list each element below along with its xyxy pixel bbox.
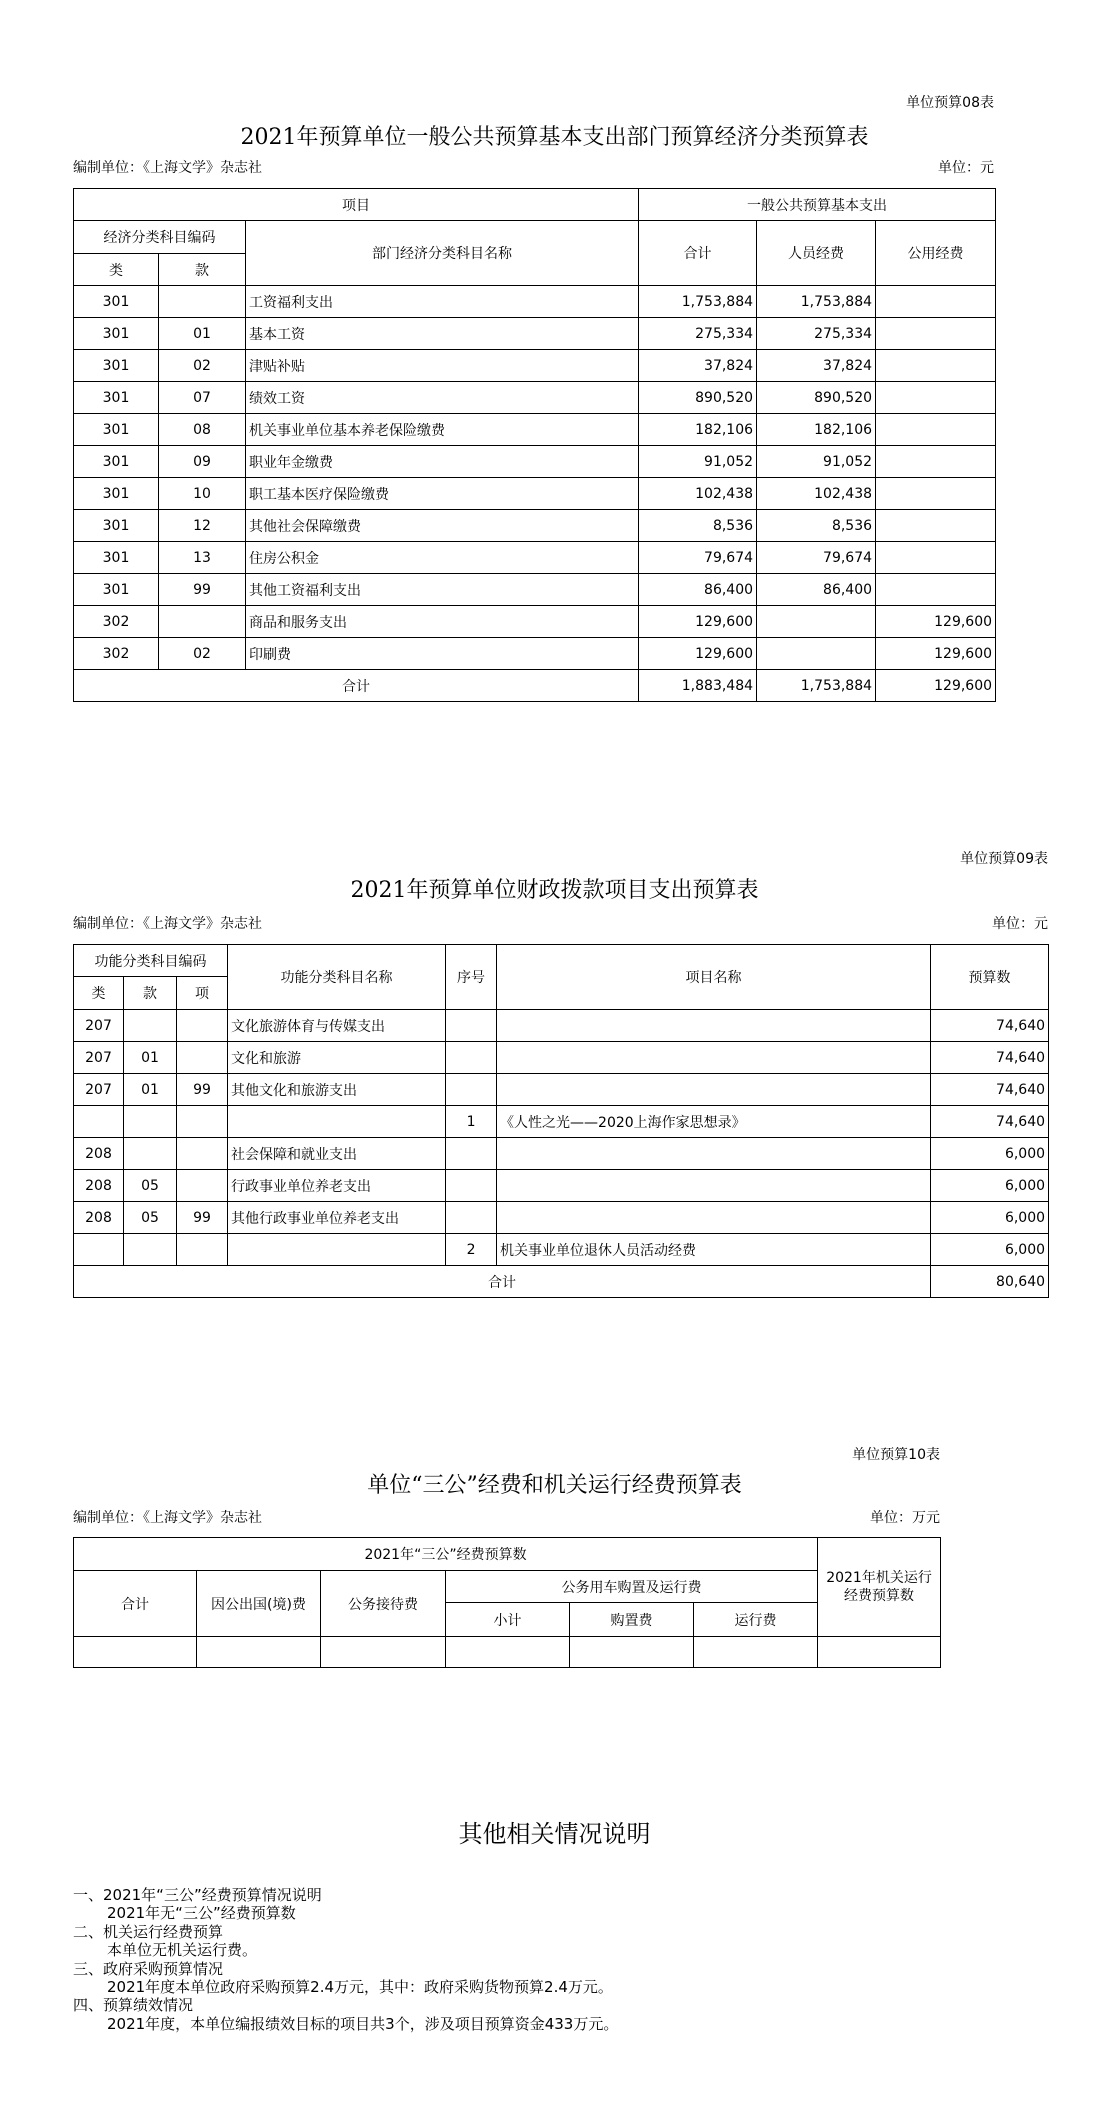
cell: [497, 1170, 931, 1202]
cell: 合计: [74, 1266, 931, 1298]
cell: [876, 478, 996, 510]
cell: 208: [74, 1138, 124, 1170]
cell: [74, 1637, 197, 1668]
cell: [124, 1138, 177, 1170]
cell: 86,400: [757, 574, 876, 606]
cell: [177, 1042, 228, 1074]
cell: 01: [124, 1074, 177, 1106]
table2: [73, 944, 1049, 1298]
cell: [159, 286, 246, 318]
cell: 301: [74, 510, 159, 542]
cell: 79,674: [639, 542, 757, 574]
cell: [446, 1074, 497, 1106]
table-row: [74, 606, 996, 638]
note-line: 2021年度，本单位编报绩效目标的项目共3个，涉及项目预算资金433万元。: [107, 2014, 619, 2033]
cell: [177, 1170, 228, 1202]
note-line: 二、机关运行经费预算: [73, 1922, 224, 1941]
cell: 129,600: [876, 606, 996, 638]
cell: 99: [177, 1202, 228, 1234]
cell: 01: [124, 1042, 177, 1074]
cell: 890,520: [757, 382, 876, 414]
cell: 02: [159, 638, 246, 670]
table-row: [74, 1266, 1049, 1298]
cell: [197, 1637, 321, 1668]
cell: 275,334: [639, 318, 757, 350]
table3: [73, 1537, 941, 1668]
cell: 05: [124, 1202, 177, 1234]
header-seq: 序号: [446, 945, 497, 1010]
table3-code: 单位预算10表: [852, 1447, 940, 1463]
table-row: [74, 510, 996, 542]
cell: [876, 350, 996, 382]
cell: 13: [159, 542, 246, 574]
table-row: [74, 1637, 941, 1668]
cell: 1,753,884: [639, 286, 757, 318]
cell: 基本工资: [246, 318, 639, 350]
header-name: 部门经济分类科目名称: [246, 221, 639, 286]
cell: 1,883,484: [639, 670, 757, 702]
note-line: 2021年无“三公”经费预算数: [107, 1904, 296, 1923]
cell: 8,536: [757, 510, 876, 542]
cell: 129,600: [639, 638, 757, 670]
cell: [124, 1234, 177, 1266]
table-row: [74, 414, 996, 446]
cell: 6,000: [931, 1138, 1049, 1170]
header-lei: 类: [74, 977, 124, 1010]
cell: [446, 1202, 497, 1234]
cell: [446, 1138, 497, 1170]
cell: 74,640: [931, 1074, 1049, 1106]
cell: [757, 606, 876, 638]
table-row: [74, 1042, 1049, 1074]
cell: 301: [74, 382, 159, 414]
cell: [177, 1234, 228, 1266]
table3-title: 单位“三公”经费和机关运行经费预算表: [367, 1473, 742, 1498]
table-row: [74, 1202, 1049, 1234]
header-name: 功能分类科目名称: [228, 945, 446, 1010]
cell: 79,674: [757, 542, 876, 574]
cell: 其他工资福利支出: [246, 574, 639, 606]
table-row: [74, 1074, 1049, 1106]
cell: 182,106: [639, 414, 757, 446]
header-amount: 预算数: [931, 945, 1049, 1010]
cell: 301: [74, 446, 159, 478]
table2-unit: 单位：元: [992, 916, 1048, 932]
notes-list: [73, 1886, 618, 2033]
cell: 文化旅游体育与传媒支出: [228, 1010, 446, 1042]
table3-org: 编制单位：《上海文学》杂志社: [73, 1510, 262, 1526]
cell: [446, 1637, 570, 1668]
cell: 01: [159, 318, 246, 350]
cell: [177, 1138, 228, 1170]
table-row: [74, 638, 996, 670]
cell: 《人性之光——2020上海作家思想录》: [497, 1106, 931, 1138]
cell: [177, 1010, 228, 1042]
cell: [876, 286, 996, 318]
cell: [74, 1234, 124, 1266]
note-line: 一、2021年“三公”经费预算情况说明: [73, 1886, 322, 1904]
cell: 208: [74, 1170, 124, 1202]
cell: [228, 1234, 446, 1266]
header-total: 合计: [74, 1571, 197, 1637]
header-project: 项目名称: [497, 945, 931, 1010]
header-subtotal: 小计: [446, 1603, 570, 1637]
cell: 301: [74, 286, 159, 318]
cell: 302: [74, 638, 159, 670]
cell: 91,052: [757, 446, 876, 478]
cell: [497, 1042, 931, 1074]
cell: 05: [124, 1170, 177, 1202]
cell: 74,640: [931, 1010, 1049, 1042]
cell: 08: [159, 414, 246, 446]
cell: 102,438: [757, 478, 876, 510]
cell: 275,334: [757, 318, 876, 350]
cell: 99: [159, 574, 246, 606]
cell: 301: [74, 414, 159, 446]
cell: [497, 1010, 931, 1042]
cell: 行政事业单位养老支出: [228, 1170, 446, 1202]
cell: 890,520: [639, 382, 757, 414]
header-reception: 公务接待费: [321, 1571, 446, 1637]
table3-unit: 单位：万元: [870, 1510, 940, 1526]
cell: [818, 1637, 941, 1668]
table-row: [74, 286, 996, 318]
table-row: [74, 478, 996, 510]
cell: 住房公积金: [246, 542, 639, 574]
cell: 绩效工资: [246, 382, 639, 414]
cell: 职工基本医疗保险缴费: [246, 478, 639, 510]
cell: [876, 318, 996, 350]
table-row: [74, 1138, 1049, 1170]
cell: 207: [74, 1042, 124, 1074]
header-purchase: 购置费: [570, 1603, 694, 1637]
table1-title: 2021年预算单位一般公共预算基本支出部门预算经济分类预算表: [240, 125, 869, 150]
cell: [124, 1010, 177, 1042]
table1: [73, 188, 996, 702]
note-line: 三、政府采购预算情况: [73, 1959, 224, 1978]
cell: [446, 1170, 497, 1202]
cell: [876, 510, 996, 542]
cell: 合计: [74, 670, 639, 702]
cell: 37,824: [757, 350, 876, 382]
table1-code: 单位预算08表: [906, 95, 994, 111]
note-line: 本单位无机关运行费。: [107, 1941, 258, 1960]
cell: [446, 1010, 497, 1042]
cell: 其他文化和旅游支出: [228, 1074, 446, 1106]
cell: 301: [74, 350, 159, 382]
cell: 129,600: [639, 606, 757, 638]
cell: [228, 1106, 446, 1138]
table1-org: 编制单位：《上海文学》杂志社: [73, 160, 262, 176]
cell: 91,052: [639, 446, 757, 478]
header-kuan: 款: [159, 254, 246, 286]
table-row: [74, 350, 996, 382]
cell: 80,640: [931, 1266, 1049, 1298]
table-row: [74, 1234, 1049, 1266]
cell: 301: [74, 574, 159, 606]
cell: 商品和服务支出: [246, 606, 639, 638]
cell: 301: [74, 542, 159, 574]
cell: 07: [159, 382, 246, 414]
cell: 10: [159, 478, 246, 510]
cell: 2: [446, 1234, 497, 1266]
cell: 6,000: [931, 1170, 1049, 1202]
header-car: 公务用车购置及运行费: [446, 1571, 818, 1603]
cell: [321, 1637, 446, 1668]
cell: 301: [74, 318, 159, 350]
cell: 182,106: [757, 414, 876, 446]
header-lei: 类: [74, 254, 159, 286]
cell: 职业年金缴费: [246, 446, 639, 478]
header-group: 2021年“三公”经费预算数: [74, 1538, 818, 1571]
cell: [159, 606, 246, 638]
cell: 207: [74, 1074, 124, 1106]
cell: 1,753,884: [757, 670, 876, 702]
cell: [497, 1074, 931, 1106]
cell: 302: [74, 606, 159, 638]
cell: 6,000: [931, 1202, 1049, 1234]
header-abroad: 因公出国(境)费: [197, 1571, 321, 1637]
cell: 其他社会保障缴费: [246, 510, 639, 542]
cell: [497, 1138, 931, 1170]
cell: 1: [446, 1106, 497, 1138]
cell: [177, 1106, 228, 1138]
header-public: 公用经费: [876, 221, 996, 286]
cell: 1,753,884: [757, 286, 876, 318]
cell: 机关事业单位退休人员活动经费: [497, 1234, 931, 1266]
cell: 其他行政事业单位养老支出: [228, 1202, 446, 1234]
cell: [694, 1637, 818, 1668]
table-row: [74, 670, 996, 702]
table1-unit: 单位：元: [938, 160, 994, 176]
table2-org: 编制单位：《上海文学》杂志社: [73, 916, 262, 932]
header-kuan: 款: [124, 977, 177, 1010]
cell: 社会保障和就业支出: [228, 1138, 446, 1170]
header-xiang: 项: [177, 977, 228, 1010]
header-code: 功能分类科目编码: [74, 945, 228, 977]
cell: 207: [74, 1010, 124, 1042]
table2-title: 2021年预算单位财政拨款项目支出预算表: [350, 878, 759, 903]
cell: 74,640: [931, 1106, 1049, 1138]
header-code: 经济分类科目编码: [74, 221, 246, 254]
cell: 02: [159, 350, 246, 382]
cell: [446, 1042, 497, 1074]
header-item: 项目: [74, 189, 639, 221]
cell: 8,536: [639, 510, 757, 542]
cell: [876, 542, 996, 574]
header-staff: 人员经费: [757, 221, 876, 286]
cell: 74,640: [931, 1042, 1049, 1074]
cell: 208: [74, 1202, 124, 1234]
cell: [497, 1202, 931, 1234]
cell: [74, 1106, 124, 1138]
header-group: 一般公共预算基本支出: [639, 189, 996, 221]
cell: 09: [159, 446, 246, 478]
cell: 印刷费: [246, 638, 639, 670]
cell: [876, 382, 996, 414]
table-row: [74, 318, 996, 350]
cell: 12: [159, 510, 246, 542]
table2-code: 单位预算09表: [960, 851, 1048, 867]
table-row: [74, 382, 996, 414]
cell: [876, 574, 996, 606]
cell: 129,600: [876, 638, 996, 670]
header-operation: 运行费: [694, 1603, 818, 1637]
cell: 津贴补贴: [246, 350, 639, 382]
table-row: [74, 446, 996, 478]
cell: [570, 1637, 694, 1668]
cell: 37,824: [639, 350, 757, 382]
header-total: 合计: [639, 221, 757, 286]
cell: 工资福利支出: [246, 286, 639, 318]
cell: 301: [74, 478, 159, 510]
header-running: 2021年机关运行经费预算数: [818, 1538, 941, 1637]
cell: [757, 638, 876, 670]
cell: [876, 446, 996, 478]
cell: [124, 1106, 177, 1138]
table-row: [74, 1010, 1049, 1042]
cell: [876, 414, 996, 446]
cell: 6,000: [931, 1234, 1049, 1266]
cell: 129,600: [876, 670, 996, 702]
notes-title: 其他相关情况说明: [458, 1820, 651, 1848]
note-line: 四、预算绩效情况: [73, 1996, 194, 2015]
table-row: [74, 1170, 1049, 1202]
cell: 99: [177, 1074, 228, 1106]
cell: 机关事业单位基本养老保险缴费: [246, 414, 639, 446]
table-row: [74, 574, 996, 606]
cell: 86,400: [639, 574, 757, 606]
cell: 文化和旅游: [228, 1042, 446, 1074]
cell: 102,438: [639, 478, 757, 510]
table-row: [74, 1106, 1049, 1138]
table-row: [74, 542, 996, 574]
note-line: 2021年度本单位政府采购预算2.4万元，其中：政府采购货物预算2.4万元。: [107, 1978, 613, 1997]
